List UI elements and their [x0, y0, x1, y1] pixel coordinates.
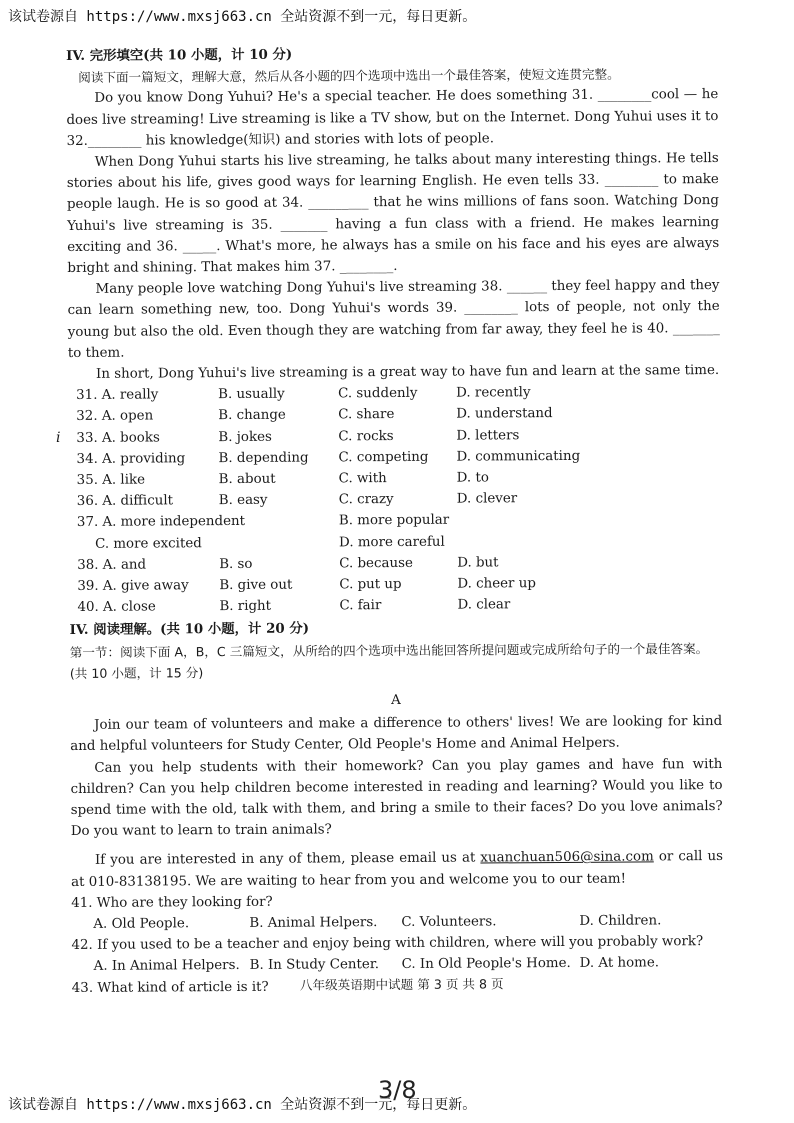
option-33-a: 33. A. books: [76, 430, 160, 446]
option-38-d: D. but: [457, 555, 499, 571]
option-39-b: B. give out: [219, 577, 293, 594]
reading-paragraph-3: [71, 846, 723, 892]
cloze-paragraph-1: Do you know Dong Yuhui? He's a special teacher. He does something 31. ________cool — he does live streaming! Live streaming is like a TV show, but on the Internet. Dong Yuhui uses it to 32.________ his knowledge(知识) and stories with lots of people.: [66, 87, 719, 149]
reading-instruction: 第一节：阅读下面 A，B，C 三篇短文，从所给的四个选项中选出能回答所提问题或完成所给句子的一个最佳答案。(共 10 小题，计 15 分): [69, 640, 709, 681]
passage-label: A: [391, 692, 401, 708]
option-42-d: D. At home.: [579, 955, 660, 972]
reading-section-title: IV. 阅读理解。(共 10 小题，计 20 分): [69, 620, 310, 639]
reading-paragraph-1: Join our team of volunteers and make a difference to others' lives! We are looking for kind and helpful volunteers for Study Center, Old People's Home and Animal Helpers.: [70, 714, 723, 755]
option-31-a: 31. A. really: [76, 387, 159, 404]
reading-section: [70, 616, 724, 998]
page-footer: 八年级英语期中试题 第 3 页 共 8 页: [299, 976, 504, 993]
cloze-paragraph-2: When Dong Yuhui starts his live streaming, he talks about many interesting things. He tells stories about his life, gives good ways for learning English. He even tells 33. ________ to make people laugh. He is so good at 34. _________ that he wins millions of fans soon. Watching Dong Yuhui's live streaming is 35. _______ having a fun class with a friend. He makes learning exciting and 36. _____. What's more, he always has a smile on his face and his eyes are always bright and shining. That makes him 37. ________.: [66, 151, 720, 277]
reading-paragraph-2: Can you help students with their homework? Can you play games and have fun with children? Can you help children become interested in reading and learning? Would you like to spend time with the old, talk with them, and bring a smile to their faces? Do you love animals? Do you want to learn to train animals?: [70, 756, 723, 840]
option-36-b: B. easy: [218, 492, 268, 509]
option-36-d: D. clever: [456, 491, 518, 507]
option-37-c: C. more excited: [94, 535, 202, 552]
page-number-mark: 3/8: [378, 1076, 417, 1104]
option-40-a: 40. A. close: [77, 599, 156, 616]
option-42-a: A. In Animal Helpers.: [93, 958, 240, 975]
option-36-c: C. crazy: [338, 492, 394, 508]
option-33-b: B. jokes: [218, 429, 272, 445]
option-35-d: D. to: [456, 470, 489, 486]
cloze-options: [68, 381, 721, 618]
option-41-a: A. Old People.: [93, 916, 190, 932]
email-link[interactable]: xuanchuan506@sina.com: [480, 849, 654, 866]
option-41-c: C. Volunteers.: [401, 914, 497, 930]
source-banner-top: 该试卷源自 https://www.mxsj663.cn 全站资源不到一元，每日更新。: [8, 9, 477, 25]
cloze-paragraph-3: Many people love watching Dong Yuhui's live streaming 38. ______ they feel happy and they can learn something new, too. Dong Yuhui's words 39. ________ lots of people, not only the young but also the old. Even though they are watching from far away, they feel he is 40. _______ to them.: [67, 278, 720, 361]
option-40-d: D. clear: [457, 597, 511, 613]
option-33-c: C. rocks: [338, 428, 394, 444]
cloze-instruction: 阅读下面一篇短文，理解大意，然后从各小题的四个选项中选出一个最佳答案，使短文连贯完整。: [78, 66, 620, 86]
exam-page: [66, 42, 724, 999]
question-43: 43. What kind of article is it?: [71, 979, 269, 996]
option-41-d: D. Children.: [579, 913, 662, 929]
option-35-a: 35. A. like: [76, 472, 146, 488]
question-42: 42. If you used to be a teacher and enjoy being with children, where will you probably work?: [71, 934, 704, 954]
option-31-b: B. usually: [218, 386, 285, 403]
contact-text-end: or call us at 010-83138195. We are waiting to hear from you and welcome you to our team!: [71, 849, 724, 890]
option-39-a: 39. A. give away: [77, 578, 189, 594]
option-38-a: 38. A. and: [77, 557, 147, 573]
question-41: 41. Who are they looking for?: [71, 894, 273, 911]
source-banner-bottom: 该试卷源自 https://www.mxsj663.cn 全站资源不到一元，每日更新。: [8, 1097, 477, 1113]
option-38-b: B. so: [219, 556, 253, 572]
cloze-section-title: IV. 完形填空(共 10 小题，计 10 分): [66, 46, 293, 64]
option-35-c: C. with: [338, 471, 387, 487]
option-33-d: D. letters: [456, 427, 520, 444]
option-34-b: B. depending: [218, 450, 309, 466]
option-32-d: D. understand: [456, 406, 553, 423]
option-34-c: C. competing: [338, 449, 429, 466]
cloze-paragraph-4: In short, Dong Yuhui's live streaming is a great way to have fun and learn at the same time.: [95, 363, 720, 382]
option-31-c: C. suddenly: [338, 386, 418, 402]
option-32-b: B. change: [218, 408, 286, 424]
option-32-a: 32. A. open: [76, 408, 154, 425]
option-35-b: B. about: [218, 471, 276, 488]
option-34-a: 34. A. providing: [76, 451, 186, 467]
option-40-c: C. fair: [339, 598, 382, 614]
contact-text-start: If you are interested in any of them, please email us at: [94, 850, 481, 869]
option-37-d: D. more careful: [338, 534, 445, 550]
option-37-b: B. more popular: [338, 513, 450, 529]
option-37-a: 37. A. more independent: [76, 514, 246, 531]
stray-mark: i: [56, 430, 61, 446]
option-39-d: D. cheer up: [457, 576, 536, 592]
option-42-b: B. In Study Center.: [249, 957, 380, 974]
option-40-b: B. right: [219, 598, 272, 615]
option-39-c: C. put up: [339, 576, 402, 593]
option-42-c: C. In Old People's Home.: [401, 956, 571, 973]
option-38-c: C. because: [339, 555, 413, 572]
option-36-a: 36. A. difficult: [76, 493, 174, 510]
option-41-b: B. Animal Helpers.: [249, 915, 378, 931]
option-34-d: D. communicating: [456, 448, 581, 465]
option-row-40: [69, 593, 721, 618]
option-31-d: D. recently: [456, 385, 531, 401]
option-32-c: C. share: [338, 407, 395, 423]
